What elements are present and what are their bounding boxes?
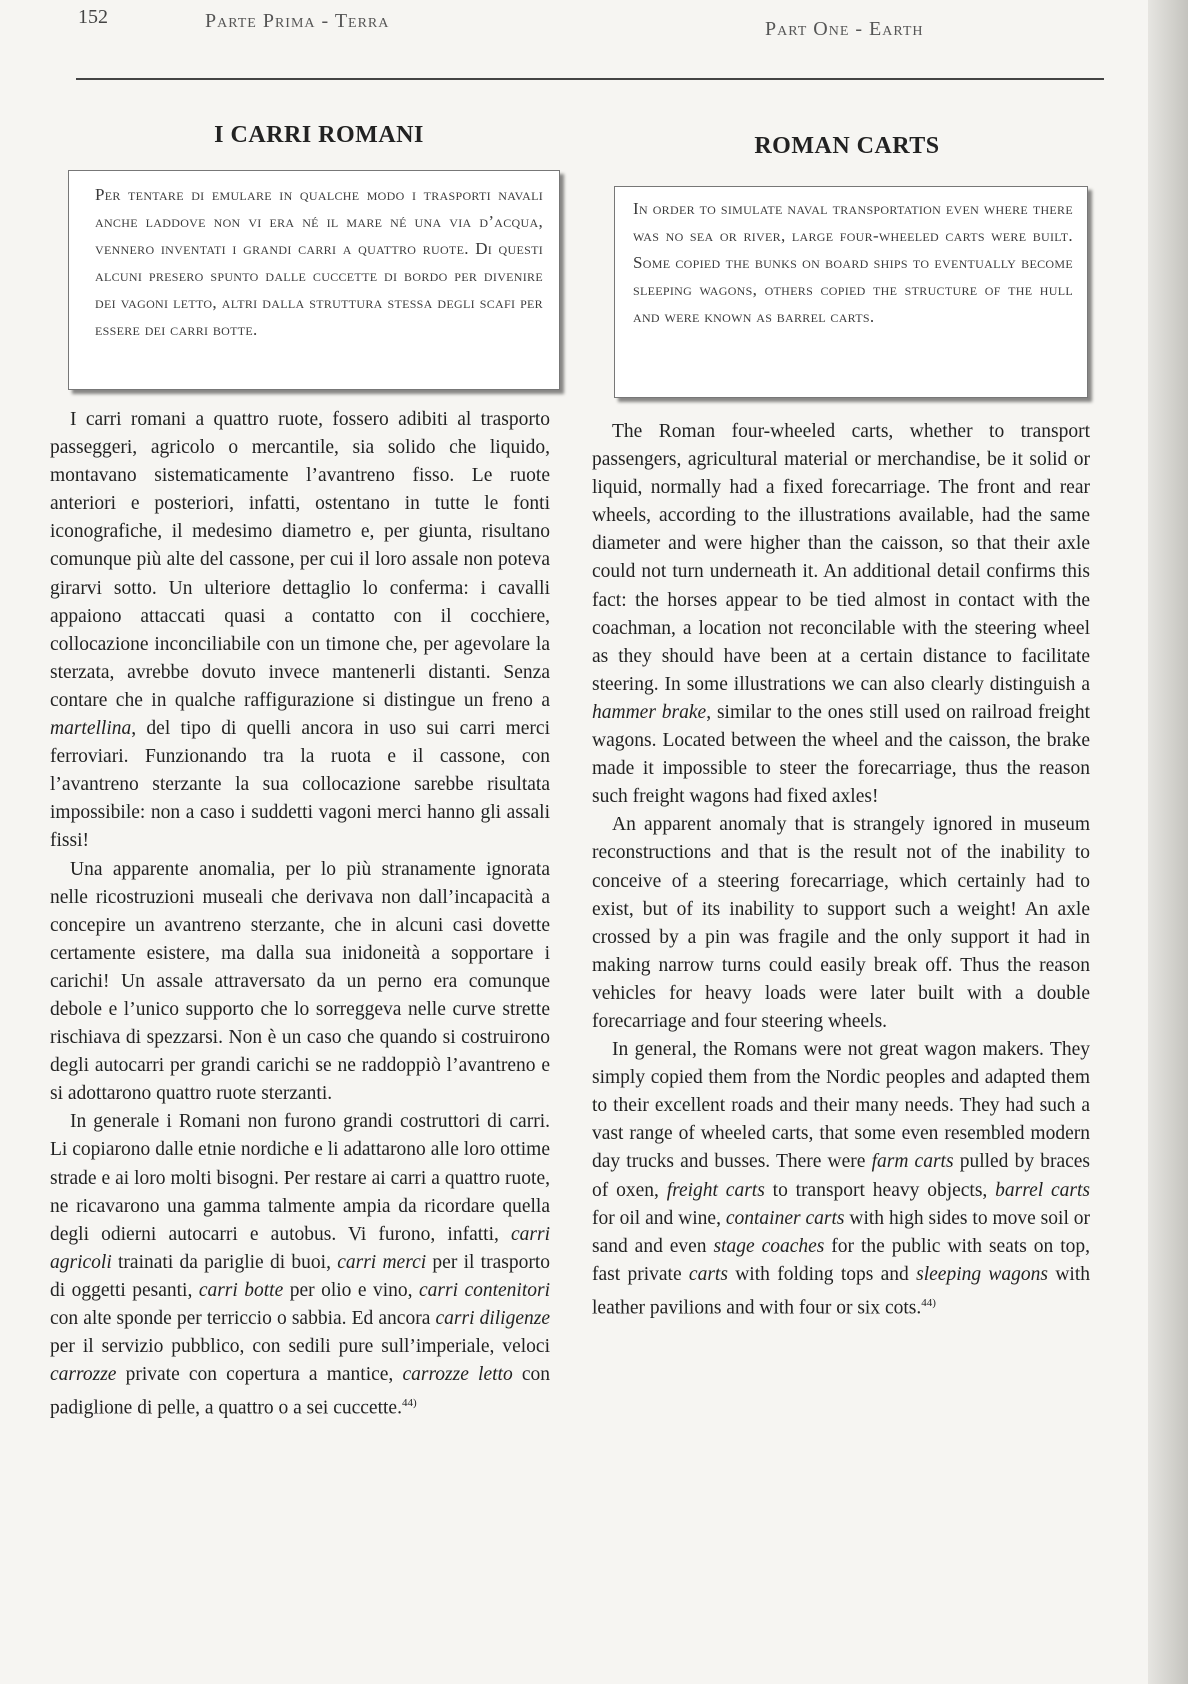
- english-summary-box: In order to simulate naval transportation even where there was no sea or river, large four-wheeled carts were built. Some copied the bunks on board ships to eventually become sleeping wagons, others copied the structure of the hull and were known as barrel carts.: [614, 186, 1088, 398]
- english-paragraph-2: An apparent anomaly that is strangely ignored in museum reconstructions and that is the result not of the inability to conceive of a steering forecarriage, which certainly had to exist, but of its inability to support such a weight! An axle crossed by a pin was fragile and the only support it had in making narrow turns could easily break off. Thus the reason vehicles for heavy loads were later built with a double forecarriage and four steering wheels.: [592, 814, 1090, 1032]
- footnote-ref: 44): [401, 1397, 417, 1410]
- english-term-hammer-brake: hammer brake: [592, 701, 707, 723]
- running-head-italian: Parte Prima - Terra: [205, 10, 390, 32]
- page-number: 152: [78, 6, 108, 28]
- english-paragraph-1: The Roman four-wheeled carts, whether to transport passengers, agricultural material or merchandise, be it solid or liquid, normally had a fixed forecarriage. The front and rear wheels, according to the illustrations available, had the same diameter and were higher than the caisson, so that their axle could not turn underneath it. An additional detail confirms this fact: the horses appear to be tied almost in contact with the coachman, a location not reconcilable with the steering wheel as they should have been at a certain distance to facilitate steering. In some illustrations we can also clearly distinguish a hammer brake, similar to the ones still used on railroad freight wagons. Located between the wheel and the caisson, the brake made it impossible to steer the forecarriage, thus the reason such freight wagons had fixed axles!: [592, 421, 1090, 808]
- english-body: [592, 418, 1090, 1323]
- page-edge-shadow: [1148, 0, 1188, 1684]
- english-title: ROMAN CARTS: [754, 133, 940, 159]
- running-head-english: Part One - Earth: [765, 18, 924, 40]
- italian-term-martellina: martellina: [50, 718, 132, 740]
- italian-body: [50, 406, 550, 1423]
- italian-title: I CARRI ROMANI: [214, 122, 424, 148]
- italian-summary-box: Per tentare di emulare in qualche modo i trasporti navali anche laddove non vi era né il mare né una via d’acqua, vennero inventati i grandi carri a quattro ruote. Di questi alcuni presero spunto dalle cuccette di bordo per divenire dei vagoni letto, altri dalla struttura stessa degli scafi per essere dei carri botte.: [68, 170, 560, 390]
- header-rule: [76, 78, 1104, 80]
- italian-paragraph-2: Una apparente anomalia, per lo più stranamente ignorata nelle ricostruzioni museali che derivava non dall’incapacità a concepire un avantreno sterzante, che in alcuni casi dovette certamente esistere, ma dalla sua inidoneità a sopportare i carichi! Un assale attraversato da un perno era comunque debole e l’unico supporto che lo sorreggeva nelle curve strette rischiava di spezzarsi. Non è un caso che quando si costruirono degli autocarri per grandi carichi se ne raddoppiò l’avantreno e si adottarono quattro ruote sterzanti.: [50, 858, 550, 1105]
- italian-paragraph-1: I carri romani a quattro ruote, fossero adibiti al trasporto passeggeri, agricolo o mercantile, sia solido che liquido, montavano sistematicamente l’avantreno fisso. Le ruote anteriori e posteriori, infatti, ostentano in tutte le fonti iconografiche, il medesimo diametro e, per giunta, risultano comunque più alte del cassone, per cui il loro assale non poteva girarvi sotto. Un ulteriore dettaglio lo conferma: i cavalli appaiono attaccati quasi a contatto con il cocchiere, collocazione inconciliabile con un timone che, per agevolare la sterzata, avrebbe dovuto invece mantenerli distanti. Senza contare che in qualche raffigurazione si distingue un freno a martellina, del tipo di quelli ancora in uso sui carri merci ferroviari. Funzionando tra la ruota e il cassone, con l’avantreno sterzante la sua collocazione sarebbe risultata impossibile: non a caso i suddetti vagoni merci hanno gli assali fissi!: [50, 409, 550, 852]
- footnote-ref: 44): [921, 1296, 936, 1309]
- english-paragraph-3: In general, the Romans were not great wagon makers. They simply copied them from the Nordic peoples and adapted them to their excellent roads and their many needs. They had such a vast range of wheeled carts, that some even resembled modern day trucks and busses. There were farm carts pulled by braces of oxen, freight carts to transport heavy objects, barrel carts for oil and wine, container carts with high sides to move soil or sand and even stage coaches for the public with seats on top, fast private carts with folding tops and sleeping wagons with leather pavilions and with four or six cots.$^{44)}$: [592, 1039, 1091, 1319]
- italian-paragraph-3: In generale i Romani non furono grandi costruttori di carri. Li copiarono dalle etnie nordiche e li adattarono alle loro ottime strade e ai loro molti bisogni. Per restare ai carri a quattro ruote, ne ricavarono una gamma talmente ampia da ricordare quella degli odierni autocarri e autobus. Vi furono, infatti, carri agricoli trainati da pariglie di buoi, carri merci per il trasporto di oggetti pesanti, carri botte per olio e vino, carri contenitori con alte sponde per terriccio o sabbia. Ed ancora carri diligenze per il servizio pubblico, con sedili pure sull’imperiale, veloci carrozze private con copertura a mantice, carrozze letto con padiglione di pelle, a quattro o a sei cuccette.$^{44)}$: [50, 1111, 551, 1419]
